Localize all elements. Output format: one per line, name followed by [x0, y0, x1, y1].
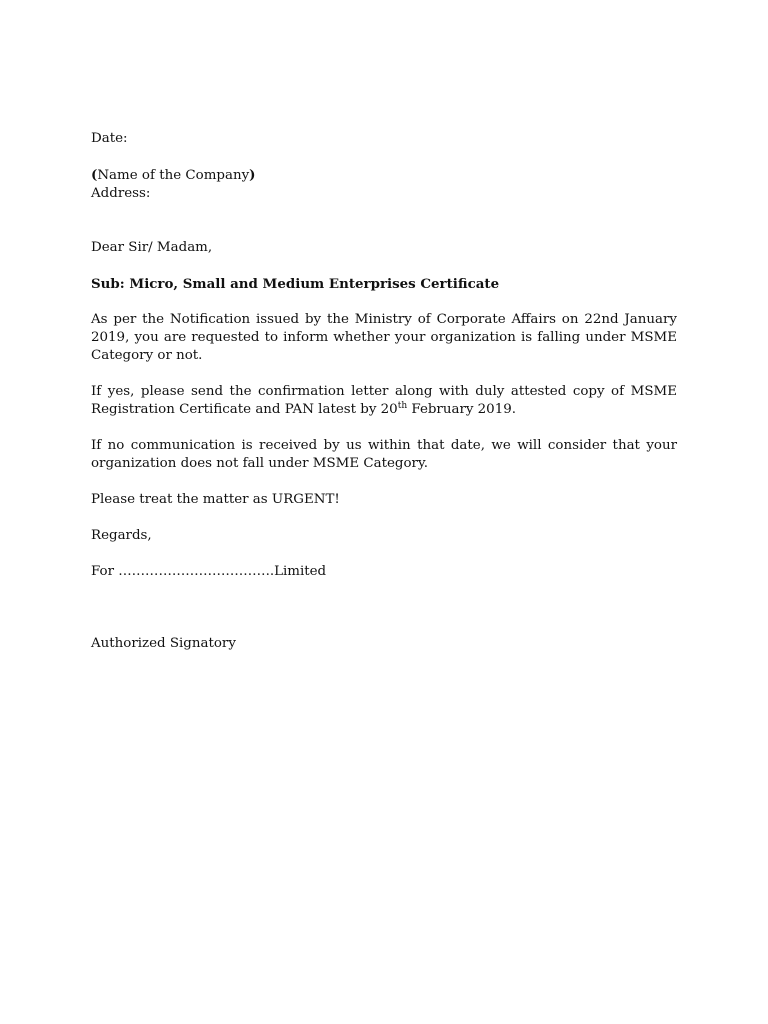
urgent-line: Please treat the matter as URGENT! — [91, 492, 340, 507]
date-label: Date: — [91, 131, 128, 146]
paragraph-confirmation-text: If yes, please send the confirmation letter along with duly attested copy of MSME Registration Certificate and PAN latest by 20 — [91, 384, 677, 417]
paragraph-no-communication: If no communication is received by us within that date, we will consider that your organization does not fall under MSME Category. — [91, 438, 677, 471]
company-close-paren: ) — [249, 167, 256, 183]
spacer — [91, 148, 677, 166]
spacer — [91, 473, 677, 491]
spacer — [91, 509, 677, 527]
spacer — [91, 419, 677, 437]
closing-regards: Regards, — [91, 528, 152, 543]
spacer — [91, 617, 677, 635]
spacer — [91, 221, 677, 239]
spacer — [91, 545, 677, 563]
spacer — [91, 203, 677, 221]
authorized-signatory: Authorized Signatory — [91, 636, 236, 651]
paragraph-notification: As per the Notification issued by the Ministry of Corporate Affairs on 22nd January 2019, you are requested to inform whether your organization is falling under MSME Category or not. — [91, 312, 677, 363]
company-name-line — [91, 166, 677, 185]
salutation: Dear Sir/ Madam, — [91, 240, 213, 255]
company-open-paren: ( — [91, 167, 98, 183]
spacer — [91, 581, 677, 599]
paragraph-confirmation — [91, 383, 677, 419]
spacer — [91, 599, 677, 617]
letter-body — [91, 130, 677, 653]
company-name: Name of the Company — [97, 168, 250, 183]
subject-line: Sub: Micro, Small and Medium Enterprises Certificate — [91, 276, 500, 292]
for-company-line: For ……………………………..Limited — [91, 564, 327, 579]
spacer — [91, 257, 677, 275]
paragraph-confirmation-date: February 2019. — [407, 402, 517, 417]
spacer — [91, 365, 677, 383]
address-label: Address: — [91, 186, 151, 201]
ordinal-suffix: th — [397, 401, 408, 411]
spacer — [91, 293, 677, 311]
